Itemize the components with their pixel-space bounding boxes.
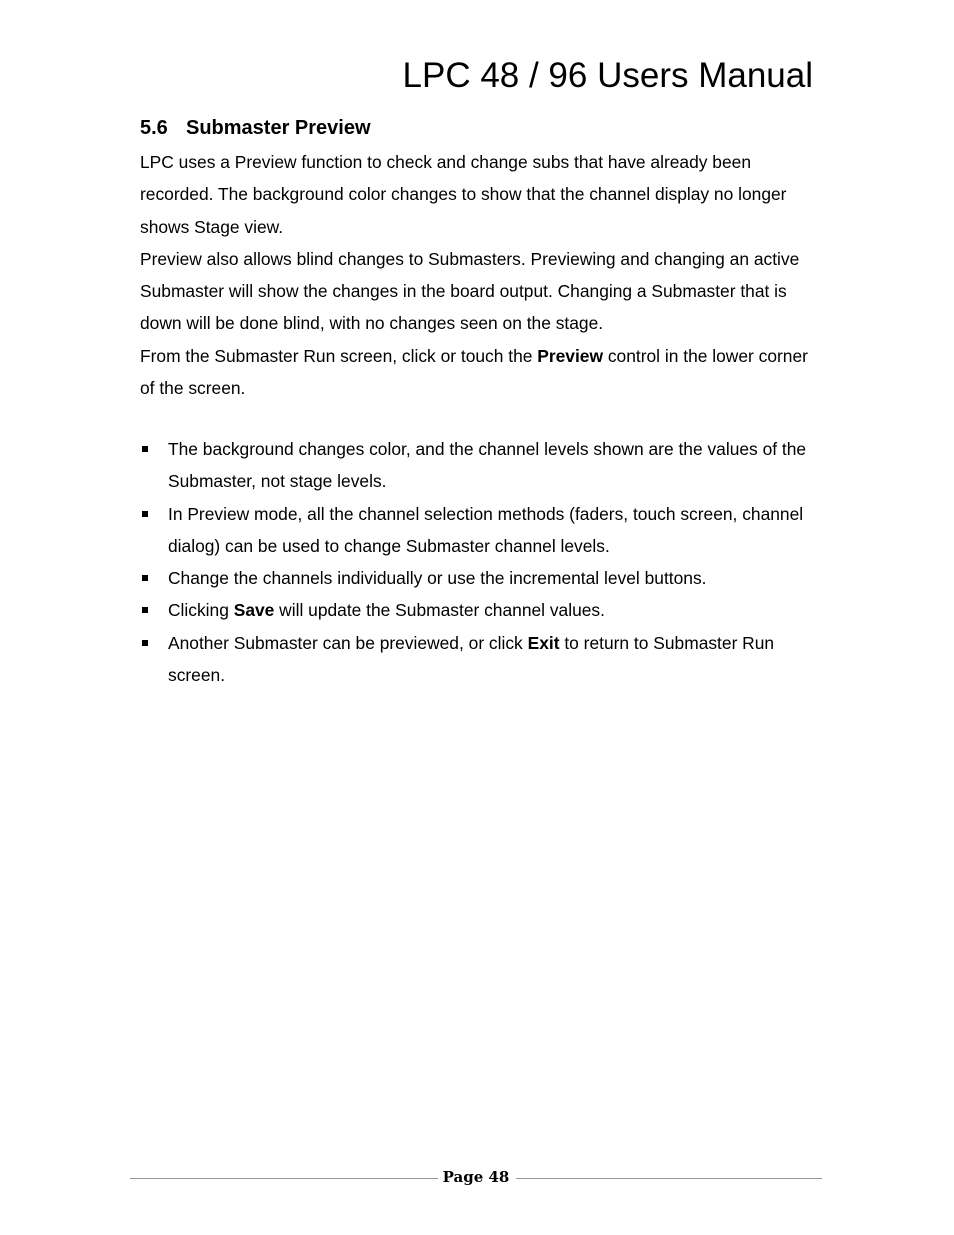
paragraph-intro: LPC uses a Preview function to check and change subs that have already been recorded. The background color changes to show that the channel display no longer shows Stage view. <box>140 152 787 237</box>
list-item <box>140 594 820 626</box>
section-title: Submaster Preview <box>186 117 371 139</box>
list-item <box>140 433 820 498</box>
square-bullet-icon <box>142 607 148 613</box>
list-item-text: Change the channels individually or use the incremental level buttons. <box>168 568 707 589</box>
square-bullet-icon <box>142 446 148 452</box>
section-heading <box>140 117 371 140</box>
preview-keyword: Preview <box>537 345 604 366</box>
paragraph-blind-changes: Preview also allows blind changes to Submasters. Previewing and changing an active Submaster will show the changes in the board output. Changing a Submaster that is down will be done blind, with no changes seen on the stage. <box>140 248 800 334</box>
list-item <box>140 498 820 563</box>
list-item-text: The background changes color, and the channel levels shown are the values of the Submaster, not stage levels. <box>168 439 807 492</box>
document-title: LPC 48 / 96 Users Manual <box>402 56 813 95</box>
footer-rule-right <box>516 1178 822 1179</box>
page-number: Page 48 <box>442 1168 510 1186</box>
paragraph-instructions <box>140 340 820 405</box>
section-number: 5.6 <box>140 117 168 139</box>
list-item <box>140 627 820 692</box>
section-body <box>140 146 820 404</box>
square-bullet-icon <box>142 511 148 517</box>
list-item <box>140 562 820 594</box>
paragraph-instructions-text-b: control in the lower corner of the screen. <box>140 345 808 399</box>
square-bullet-icon <box>142 575 148 581</box>
exit-keyword: Exit <box>527 632 560 653</box>
save-keyword: Save <box>233 600 275 621</box>
page-footer <box>130 1166 822 1192</box>
list-item-text: In Preview mode, all the channel selection methods (faders, touch screen, channel dialog) can be used to change Submaster channel levels. <box>168 503 804 556</box>
bullet-list <box>140 433 820 691</box>
list-item-text-b: will update the Submaster channel values. <box>274 600 605 621</box>
square-bullet-icon <box>142 640 148 646</box>
list-item-text-b: to return to Submaster Run screen. <box>168 632 775 686</box>
paragraph-instructions-text-a: From the Submaster Run screen, click or touch the <box>140 345 538 366</box>
list-item-text-a: Another Submaster can be previewed, or click <box>168 632 528 653</box>
list-item-text-a: Clicking <box>168 600 234 621</box>
